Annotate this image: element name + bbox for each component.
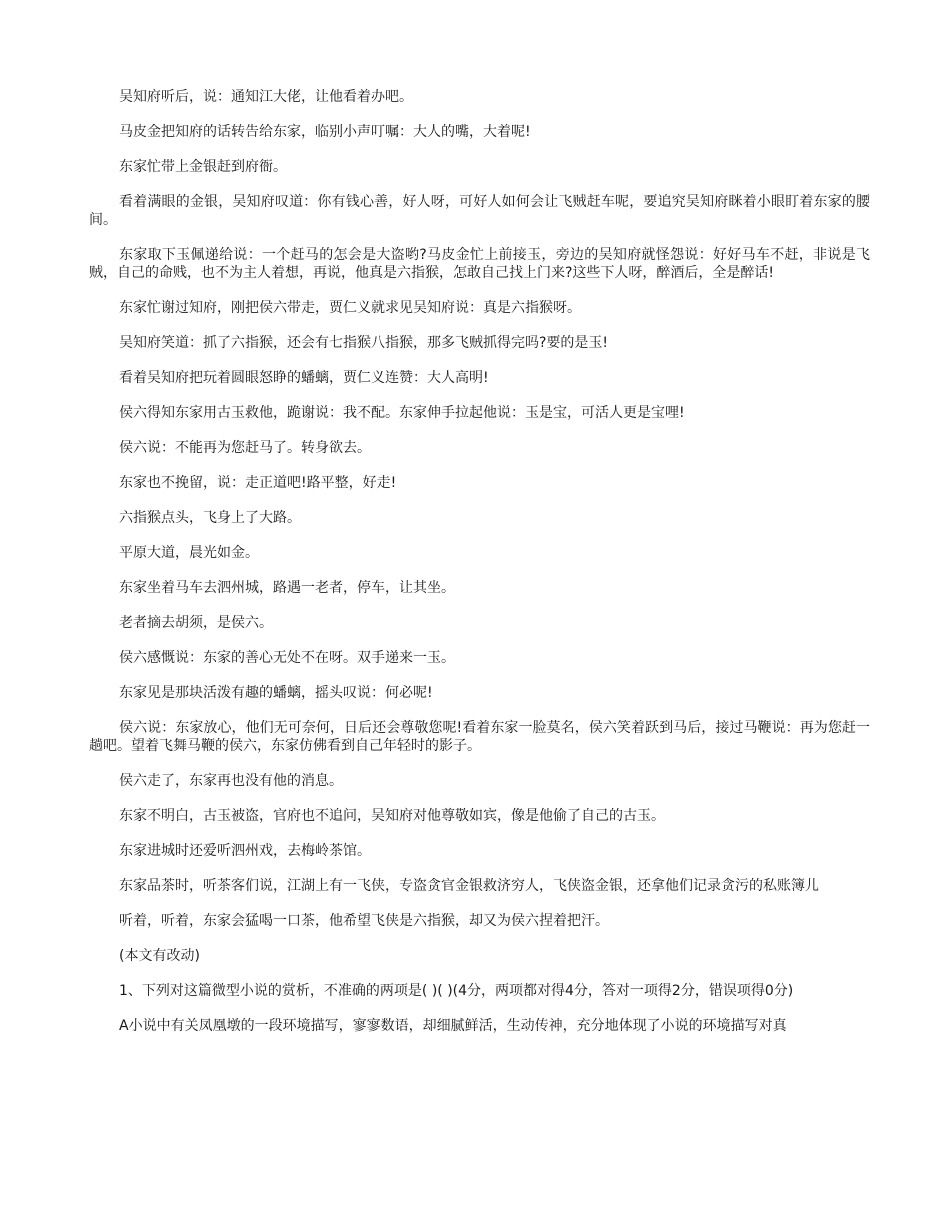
paragraph: 侯六感慨说：东家的善心无处不在呀。双手递来一玉。 [119,650,455,666]
paragraph: 侯六走了，东家再也没有他的消息。 [119,773,343,789]
paragraph: 东家取下玉佩递给说：一个赶马的怎会是大盗哟?马皮金忙上前接玉，旁边的吴知府就怪怨说：好好马车不赶，非说是飞贼，自己的命贱，也不为主人着想，再说，他真是六指猴，怎敢自己找上门来?这些下人呀，醉酒后，全是醉话! [89,247,870,281]
paragraph: 侯六说：不能再为您赶马了。转身欲去。 [119,440,371,456]
paragraph: 东家坐着马车去泗州城，路遇一老者，停车，让其坐。 [119,580,455,596]
paragraph: 东家忙带上金银赶到府衙。 [119,159,287,175]
paragraph: 听着，听着，东家会猛喝一口茶，他希望飞侠是六指猴，却又为侯六捏着把汗。 [119,913,609,929]
paragraph: 看着满眼的金银，吴知府叹道：你有钱心善，好人呀，可好人如何会让飞贼赶车呢，要追究吴知府眯着小眼盯着东家的腰间。 [89,194,870,228]
paragraph: 老者摘去胡须，是侯六。 [119,615,273,631]
paragraph: 吴知府笑道：抓了六指猴，还会有七指猴八指猴，那多飞贼抓得完吗?要的是玉! [119,335,609,351]
paragraph: 看着吴知府把玩着圆眼怒睁的蟠螭，贾仁义连赞：大人高明! [119,370,489,386]
paragraph: 东家品茶时，听茶客们说，江湖上有一飞侠，专盗贪官金银救济穷人，飞侠盗金银，还拿他们记录贪污的私账簿儿 [119,878,819,894]
paragraph: 吴知府听后，说：通知江大佬，让他看着办吧。 [119,89,413,105]
paragraph: 东家进城时还爱听泗州戏，去梅岭茶馆。 [119,843,371,859]
question-stem: 1、下列对这篇微型小说的赏析，不准确的两项是( )( )(4分，两项都对得4分，答对一项得2分，错误项得0分) [119,983,794,999]
paragraph: 东家也不挽留，说：走正道吧!路平整，好走! [119,475,397,491]
paragraph: 六指猴点头，飞身上了大路。 [119,510,301,526]
answer-option: A小说中有关凤凰墩的一段环境描写，寥寥数语，却细腻鲜活，生动传神，充分地体现了小说的环境描写对真 [119,1018,787,1034]
paragraph: 平原大道，晨光如金。 [119,545,259,561]
paragraph: 侯六得知东家用古玉救他，跪谢说：我不配。东家伸手拉起他说：玉是宝，可活人更是宝哩! [119,405,685,421]
paragraph: 马皮金把知府的话转告给东家，临别小声叮嘱：大人的嘴，大着呢! [119,124,531,140]
paragraph: (本文有改动) [119,948,200,964]
paragraph: 东家不明白，古玉被盗，官府也不追问，吴知府对他尊敬如宾，像是他偷了自己的古玉。 [119,808,665,824]
paragraph: 侯六说：东家放心，他们无可奈何，日后还会尊敬您呢!看着东家一脸莫名，侯六笑着跃到马后，接过马鞭说：再为您赶一趟吧。望着飞舞马鞭的侯六，东家仿佛看到自己年轻时的影子。 [89,720,870,754]
paragraph: 东家见是那块活泼有趣的蟠螭，摇头叹说：何必呢! [119,685,433,701]
paragraph: 东家忙谢过知府，刚把侯六带走，贾仁义就求见吴知府说：真是六指猴呀。 [119,300,581,316]
